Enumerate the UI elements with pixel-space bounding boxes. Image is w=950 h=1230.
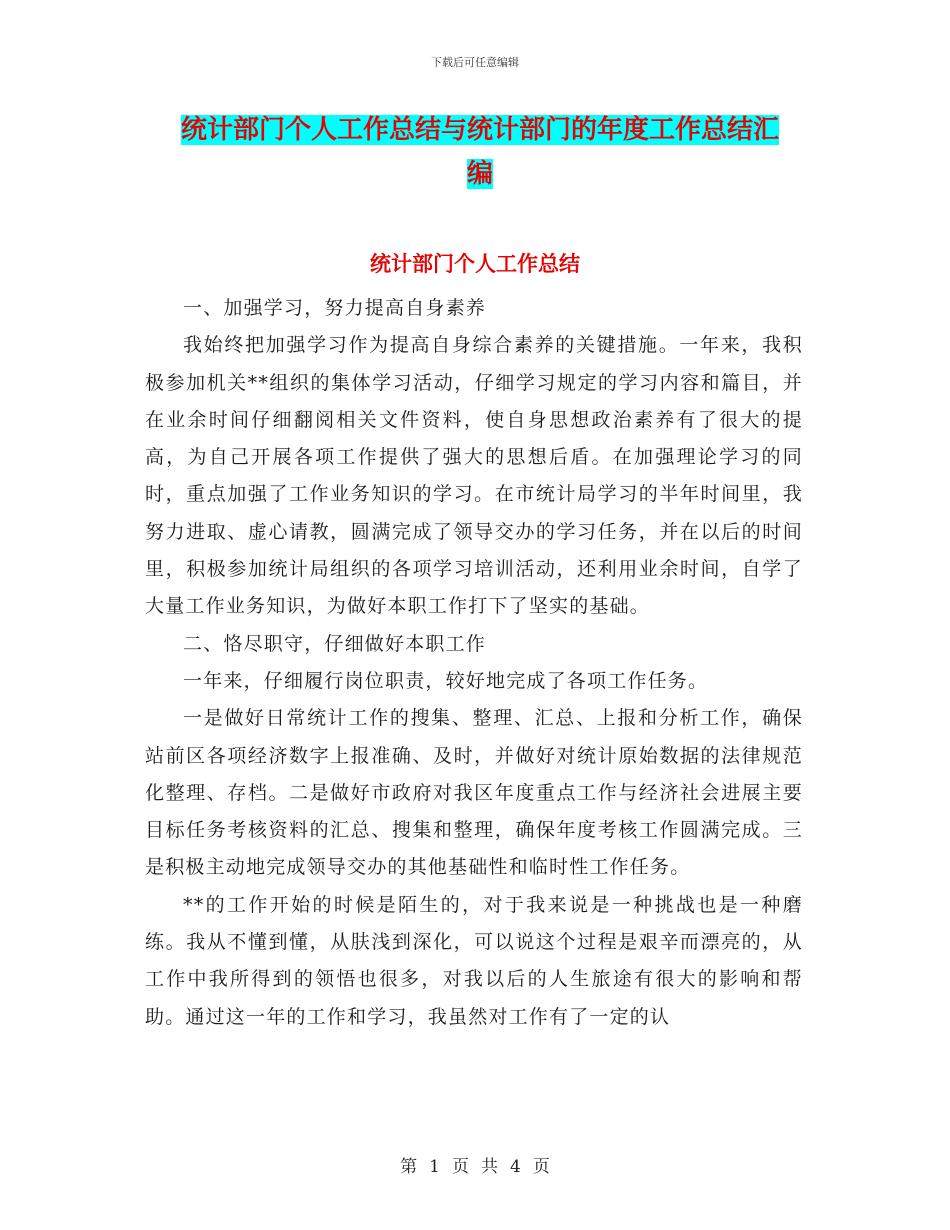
document-title (150, 108, 810, 196)
page-header: 下载后可任意编辑 (431, 56, 519, 69)
page-number: 1 (429, 1157, 440, 1177)
page-label: 第 (400, 1157, 418, 1177)
paragraph: **的工作开始的时候是陌生的，对于我来说是一种挑战也是一种磨练。我从不懂到懂，从肤浅到深化，可以说这个过程是艰辛而漂亮的，从工作中我所得到的领悟也很多，对我以后的人生旅途有很大的影响和帮助。通过这一年的工作和学习，我虽然对工作有了一定的认 (145, 893, 803, 1028)
body-text (145, 290, 803, 1036)
heading-2: 二、恪尽职守，仔细做好本职工作 (183, 632, 487, 655)
document-title-line-1: 统计部门个人工作总结与统计部门的年度工作总结汇 (180, 115, 779, 145)
paragraph: 一是做好日常统计工作的搜集、整理、汇总、上报和分析工作，确保站前区各项经济数字上报准确、及时，并做好对统计原始数据的法律规范化整理、存档。二是做好市政府对我区年度重点工作与经济社会进展主要目标任务考核资料的汇总、搜集和整理，确保年度考核工作圆满完成。三是积极主动地完成领导交办的其他基础性和临时性工作任务。 (145, 707, 803, 879)
total-label: 共 (481, 1157, 498, 1177)
document-title-line-2: 编 (466, 159, 493, 189)
heading-1: 一、加强学习，努力提高自身素养 (183, 297, 487, 319)
paragraph: 一年来，仔细履行岗位职责，较好地完成了各项工作任务。 (183, 669, 709, 692)
section-title: 统计部门个人工作总结 (370, 251, 580, 276)
paragraph: 我始终把加强学习作为提高自身综合素养的关键措施。一年来，我积极参加机关**组织的集体学习活动，仔细学习规定的学习内容和篇目，并在业余时间仔细翻阅相关文件资料，使自身思想政治素养有了很大的提高，为自己开展各项工作提供了强大的思想后盾。在加强理论学习的同时，重点加强了工作业务知识的学习。在市统计局学习的半年时间里，我努力进取、虚心请教，圆满完成了领导交办的学习任务，并在以后的时间里，积极参加统计局组织的各项学习培训活动，还利用业余时间，自学了大量工作业务知识，为做好本职工作打下了坚实的基础。 (145, 334, 803, 618)
total-unit: 页 (532, 1157, 550, 1177)
page-footer (0, 1152, 950, 1177)
total-pages: 4 (510, 1157, 521, 1177)
page-unit: 页 (452, 1157, 469, 1177)
